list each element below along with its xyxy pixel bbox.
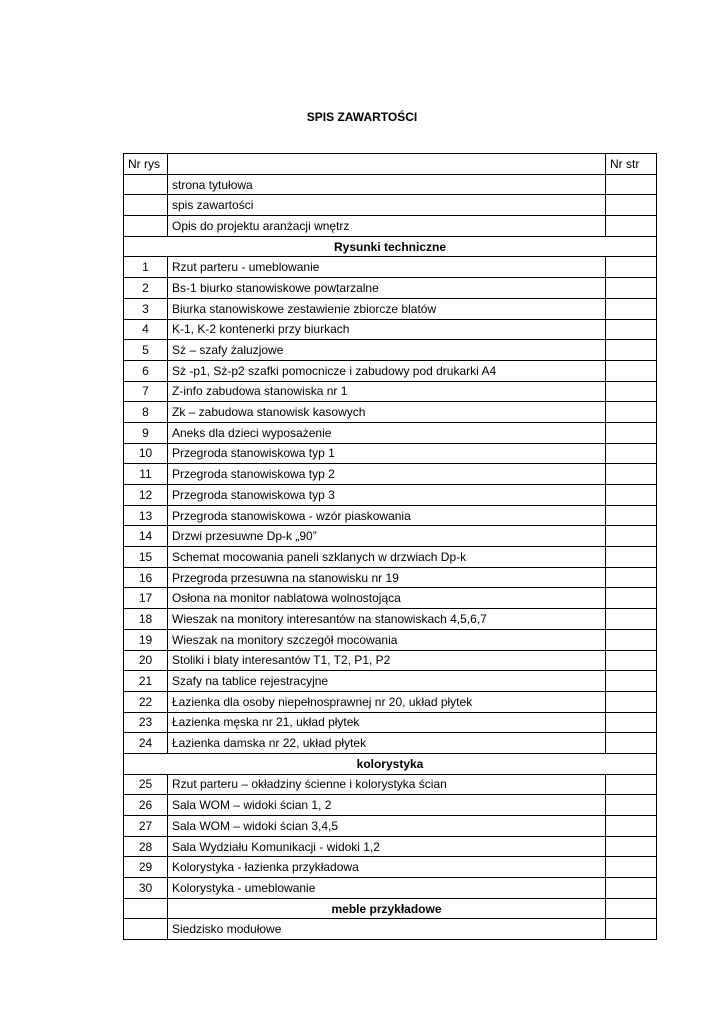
drawing-number: 9 xyxy=(124,422,168,443)
drawing-title: Drzwi przesuwne Dp-k „90” xyxy=(168,526,606,547)
header-drawing-number: Nr rys xyxy=(124,154,168,175)
page-number xyxy=(606,340,657,361)
drawing-title: Łazienka męska nr 21, układ płytek xyxy=(168,712,606,733)
drawing-title: Przegroda stanowiskowa typ 2 xyxy=(168,464,606,485)
table-row xyxy=(124,878,657,899)
drawing-number: 30 xyxy=(124,878,168,899)
table-row xyxy=(124,629,657,650)
drawing-number: 14 xyxy=(124,526,168,547)
page-number xyxy=(606,360,657,381)
drawing-number: 8 xyxy=(124,402,168,423)
drawing-number: 25 xyxy=(124,774,168,795)
drawing-title: Stoliki i blaty interesantów T1, T2, P1, P2 xyxy=(168,650,606,671)
drawing-number: 3 xyxy=(124,298,168,319)
drawing-title: spis zawartości xyxy=(168,195,606,216)
table-row xyxy=(124,381,657,402)
section-heading: kolorystyka xyxy=(124,753,657,774)
drawing-title: Sala Wydziału Komunikacji - widoki 1,2 xyxy=(168,836,606,857)
page-number xyxy=(606,402,657,423)
page-number xyxy=(606,609,657,630)
table-row xyxy=(124,816,657,837)
table-row xyxy=(124,257,657,278)
drawing-title: strona tytułowa xyxy=(168,174,606,195)
table-row xyxy=(124,278,657,299)
table-row xyxy=(124,485,657,506)
table-row xyxy=(124,422,657,443)
section-row xyxy=(124,753,657,774)
drawing-title: Szafy na tablice rejestracyjne xyxy=(168,671,606,692)
page-number xyxy=(606,547,657,568)
drawing-title: Sala WOM – widoki ścian 3,4,5 xyxy=(168,816,606,837)
page-number xyxy=(606,795,657,816)
drawing-number xyxy=(124,919,168,940)
header-page-number: Nr str xyxy=(606,154,657,175)
drawing-number xyxy=(124,195,168,216)
drawing-title: Sala WOM – widoki ścian 1, 2 xyxy=(168,795,606,816)
table-row xyxy=(124,567,657,588)
drawing-title: Rzut parteru – okładziny ścienne i kolorystyka ścian xyxy=(168,774,606,795)
table-row xyxy=(124,836,657,857)
page-number xyxy=(606,671,657,692)
table-row xyxy=(124,691,657,712)
drawing-title: Biurka stanowiskowe zestawienie zbiorcze blatów xyxy=(168,298,606,319)
table-row xyxy=(124,340,657,361)
page-number xyxy=(606,588,657,609)
page-number xyxy=(606,464,657,485)
drawing-title: Sż -p1, Sż-p2 szafki pomocnicze i zabudowy pod drukarki A4 xyxy=(168,360,606,381)
page-number xyxy=(606,567,657,588)
drawing-title: Siedzisko modułowe xyxy=(168,919,606,940)
drawing-title: Rzut parteru - umeblowanie xyxy=(168,257,606,278)
drawing-title: Kolorystyka - umeblowanie xyxy=(168,878,606,899)
page-number xyxy=(606,257,657,278)
table-row xyxy=(124,402,657,423)
page-number xyxy=(606,505,657,526)
page-number xyxy=(606,174,657,195)
drawing-number: 27 xyxy=(124,816,168,837)
header-title xyxy=(168,154,606,175)
drawing-title: Sż – szafy żaluzjowe xyxy=(168,340,606,361)
drawing-title: Z-info zabudowa stanowiska nr 1 xyxy=(168,381,606,402)
page-number xyxy=(606,485,657,506)
drawing-number: 4 xyxy=(124,319,168,340)
table-row xyxy=(124,216,657,237)
page-number xyxy=(606,381,657,402)
subsection-heading: meble przykładowe xyxy=(168,898,606,919)
subsection-row xyxy=(124,898,657,919)
table-row xyxy=(124,588,657,609)
page-number xyxy=(606,816,657,837)
drawing-title: Przegroda przesuwna na stanowisku nr 19 xyxy=(168,567,606,588)
table-row xyxy=(124,319,657,340)
drawing-title: Zk – zabudowa stanowisk kasowych xyxy=(168,402,606,423)
drawing-title: Łazienka damska nr 22, układ płytek xyxy=(168,733,606,754)
table-row xyxy=(124,360,657,381)
drawing-number: 23 xyxy=(124,712,168,733)
page-number xyxy=(606,278,657,299)
drawing-number: 20 xyxy=(124,650,168,671)
drawing-title: Aneks dla dzieci wyposażenie xyxy=(168,422,606,443)
page-number xyxy=(606,195,657,216)
drawing-title: K-1, K-2 kontenerki przy biurkach xyxy=(168,319,606,340)
table-row xyxy=(124,650,657,671)
drawing-number: 21 xyxy=(124,671,168,692)
drawing-number: 11 xyxy=(124,464,168,485)
table-row xyxy=(124,919,657,940)
drawing-number: 29 xyxy=(124,857,168,878)
contents-table-body xyxy=(124,154,657,940)
drawing-number: 12 xyxy=(124,485,168,506)
drawing-number: 10 xyxy=(124,443,168,464)
table-row xyxy=(124,795,657,816)
page-number xyxy=(606,733,657,754)
drawing-title: Przegroda stanowiskowa typ 3 xyxy=(168,485,606,506)
drawing-title: Opis do projektu aranżacji wnętrz xyxy=(168,216,606,237)
page-number xyxy=(606,919,657,940)
table-row xyxy=(124,774,657,795)
section-row xyxy=(124,236,657,257)
drawing-number: 22 xyxy=(124,691,168,712)
page-number xyxy=(606,712,657,733)
table-header-row xyxy=(124,154,657,175)
page-number xyxy=(606,319,657,340)
drawing-title: Osłona na monitor nablatowa wolnostojąca xyxy=(168,588,606,609)
drawing-number: 5 xyxy=(124,340,168,361)
contents-table xyxy=(123,153,657,940)
drawing-title: Łazienka dla osoby niepełnosprawnej nr 20, układ płytek xyxy=(168,691,606,712)
page-number xyxy=(606,857,657,878)
drawing-number xyxy=(124,216,168,237)
drawing-number: 16 xyxy=(124,567,168,588)
drawing-number xyxy=(124,174,168,195)
drawing-number: 13 xyxy=(124,505,168,526)
table-row xyxy=(124,195,657,216)
drawing-number: 1 xyxy=(124,257,168,278)
drawing-number: 24 xyxy=(124,733,168,754)
table-row xyxy=(124,733,657,754)
table-row xyxy=(124,174,657,195)
page-number xyxy=(606,526,657,547)
page-number xyxy=(606,691,657,712)
drawing-number: 28 xyxy=(124,836,168,857)
page-number xyxy=(606,298,657,319)
table-row xyxy=(124,526,657,547)
drawing-title: Przegroda stanowiskowa - wzór piaskowania xyxy=(168,505,606,526)
drawing-title: Bs-1 biurko stanowiskowe powtarzalne xyxy=(168,278,606,299)
page-number xyxy=(606,629,657,650)
page-number xyxy=(606,898,657,919)
table-row xyxy=(124,857,657,878)
page-number xyxy=(606,216,657,237)
page-number xyxy=(606,878,657,899)
drawing-title: Schemat mocowania paneli szklanych w drzwiach Dp-k xyxy=(168,547,606,568)
table-row xyxy=(124,671,657,692)
drawing-title: Kolorystyka - łazienka przykładowa xyxy=(168,857,606,878)
drawing-number: 15 xyxy=(124,547,168,568)
table-row xyxy=(124,443,657,464)
page-title: SPIS ZAWARTOŚCI xyxy=(306,110,418,124)
drawing-number: 7 xyxy=(124,381,168,402)
drawing-title: Wieszak na monitory szczegół mocowania xyxy=(168,629,606,650)
table-row xyxy=(124,609,657,630)
page-number xyxy=(606,836,657,857)
table-row xyxy=(124,712,657,733)
page-number xyxy=(606,422,657,443)
table-row xyxy=(124,464,657,485)
table-row xyxy=(124,298,657,319)
drawing-title: Wieszak na monitory interesantów na stanowiskach 4,5,6,7 xyxy=(168,609,606,630)
table-row xyxy=(124,505,657,526)
page-number xyxy=(606,443,657,464)
drawing-number: 19 xyxy=(124,629,168,650)
page-number xyxy=(606,650,657,671)
section-heading: Rysunki techniczne xyxy=(124,236,657,257)
drawing-number: 6 xyxy=(124,360,168,381)
drawing-number: 2 xyxy=(124,278,168,299)
drawing-number: 26 xyxy=(124,795,168,816)
drawing-number: 17 xyxy=(124,588,168,609)
drawing-number: 18 xyxy=(124,609,168,630)
page-number xyxy=(606,774,657,795)
table-row xyxy=(124,547,657,568)
drawing-number xyxy=(124,898,168,919)
drawing-title: Przegroda stanowiskowa typ 1 xyxy=(168,443,606,464)
